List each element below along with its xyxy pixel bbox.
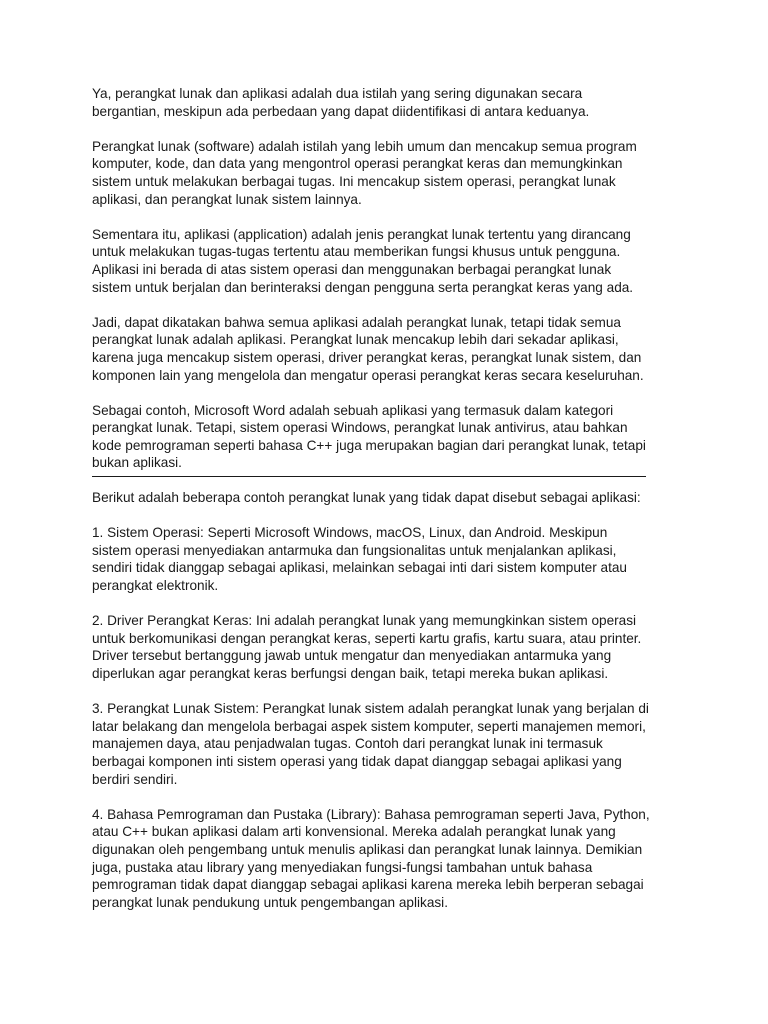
list-intro: Berikut adalah beberapa contoh perangkat lunak yang tidak dapat disebut sebagai aplikasi: xyxy=(92,490,641,506)
list-item-operating-system: 1. Sistem Operasi: Seperti Microsoft Windows, macOS, Linux, dan Android. Meskipun sistem operasi menyediakan antarmuka dan fungsionalitas untuk menjalankan aplikasi, sendiri tidak dianggap sebagai aplikasi, melainkan sebagai inti dari sistem komputer atau perangkat elektronik. xyxy=(92,525,627,594)
paragraph-application-definition: Sementara itu, aplikasi (application) adalah jenis perangkat lunak tertentu yang dirancang untuk melakukan tugas-tugas tertentu atau memberikan fungsi khusus untuk pengguna. Aplikasi ini berada di atas sistem operasi dan menggunakan berbagai perangkat lunak sistem untuk berjalan dan berinteraksi dengan pengguna serta perangkat keras yang ada. xyxy=(92,226,634,295)
document-page xyxy=(92,85,692,911)
paragraph-example: Sebagai contoh, Microsoft Word adalah sebuah aplikasi yang termasuk dalam kategori perangkat lunak. Tetapi, sistem operasi Windows, perangkat lunak antivirus, atau bahkan kode pemrograman seperti bahasa C++ juga merupakan bagian dari perangkat lunak, tetapi bukan aplikasi. xyxy=(92,402,646,471)
list-item-system-software: 3. Perangkat Lunak Sistem: Perangkat lunak sistem adalah perangkat lunak yang berjalan di latar belakang dan mengelola berbagai aspek sistem komputer, seperti manajemen memori, manajemen daya, atau penjadwalan tugas. Contoh dari perangkat lunak ini termasuk berbagai komponen inti sistem operasi yang tidak dapat dianggap sebagai aplikasi yang berdiri sendiri. xyxy=(92,701,649,787)
list-item-programming-language: 4. Bahasa Pemrograman dan Pustaka (Library): Bahasa pemrograman seperti Java, Python, atau C++ bukan aplikasi dalam arti konvensional. Mereka adalah perangkat lunak yang digunakan oleh pengembang untuk menulis aplikasi dan perangkat lunak lainnya. Demikian juga, pustaka atau library yang menyediakan fungsi-fungsi tambahan untuk bahasa pemrograman tidak dapat dianggap sebagai aplikasi karena mereka lebih berperan sebagai perangkat lunak pendukung untuk pengembangan aplikasi. xyxy=(92,806,650,910)
list-item-hardware-driver: 2. Driver Perangkat Keras: Ini adalah perangkat lunak yang memungkinkan sistem operasi untuk berkomunikasi dengan perangkat keras, seperti kartu grafis, kartu suara, atau printer. Driver tersebut bertanggung jawab untuk mengatur dan menyediakan antarmuka yang diperlukan agar perangkat keras berfungsi dengan baik, tetapi mereka bukan aplikasi. xyxy=(92,613,642,681)
horizontal-divider xyxy=(92,476,646,477)
paragraph-software-definition: Perangkat lunak (software) adalah istilah yang lebih umum dan mencakup semua program komputer, kode, dan data yang mengontrol operasi perangkat keras dan memungkinkan sistem untuk melakukan berbagai tugas. Ini mencakup sistem operasi, perangkat lunak aplikasi, dan perangkat lunak sistem lainnya. xyxy=(92,138,637,207)
paragraph-intro: Ya, perangkat lunak dan aplikasi adalah dua istilah yang sering digunakan secara bergantian, meskipun ada perbedaan yang dapat diidentifikasi di antara keduanya. xyxy=(92,86,590,119)
paragraph-conclusion: Jadi, dapat dikatakan bahwa semua aplikasi adalah perangkat lunak, tetapi tidak semua perangkat lunak adalah aplikasi. Perangkat lunak mencakup lebih dari sekadar aplikasi, karena juga mencakup sistem operasi, driver perangkat keras, perangkat lunak sistem, dan komponen lain yang mengelola dan mengatur operasi perangkat keras secara keseluruhan. xyxy=(92,314,644,383)
